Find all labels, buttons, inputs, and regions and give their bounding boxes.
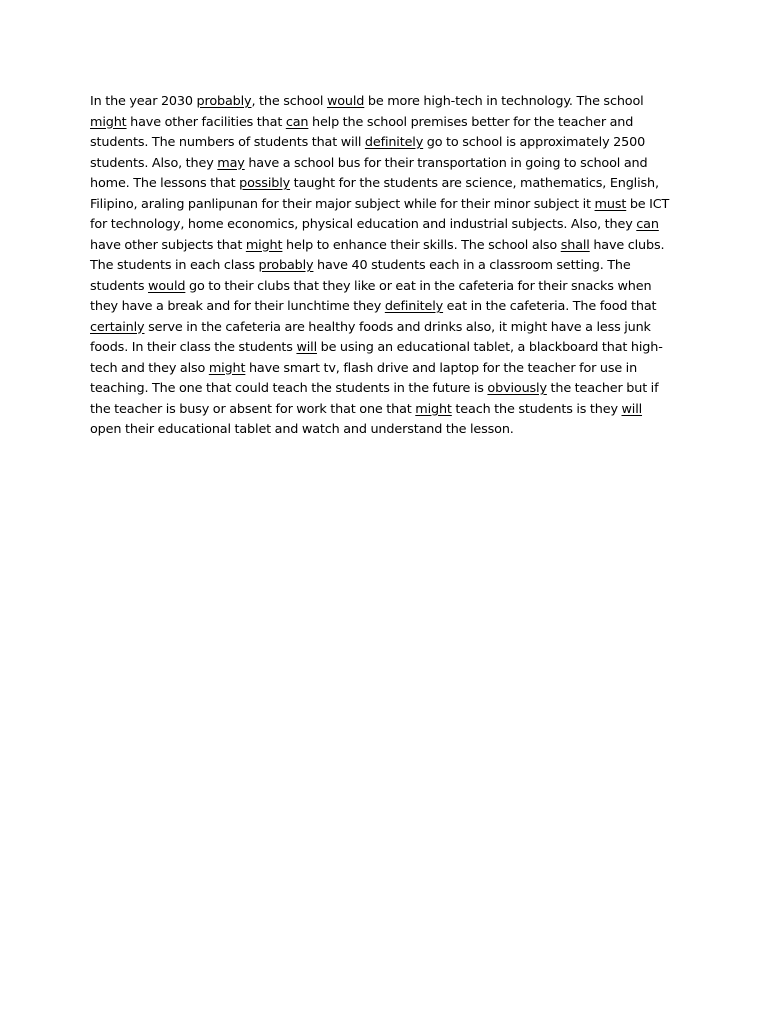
text-run: the teacher but if the teacher is busy or absent for work that one that [90, 381, 659, 417]
underlined-word: definitely [384, 299, 444, 314]
underlined-word: definitely [364, 135, 424, 150]
underlined-word: shall [560, 237, 590, 253]
text-run: be more high-tech in technology. The school [364, 94, 644, 109]
underlined-word: can [285, 114, 309, 130]
text-run: be using an educational tablet, a blackboard that high-tech and they also [90, 340, 663, 376]
text-run: have a school bus for their transportation in going to school and home. The lessons that [90, 155, 648, 191]
underlined-word: will [296, 340, 317, 355]
underlined-word: obviously [487, 381, 547, 396]
text-run: teach the students is they [451, 401, 622, 417]
text-run: open their educational tablet and watch and understand the lesson. [90, 422, 514, 437]
underlined-word: probably [196, 94, 252, 109]
underlined-word: may [217, 155, 245, 171]
text-run: have other facilities that [126, 114, 286, 130]
text-run: help to enhance their skills. The school also [282, 237, 561, 253]
underlined-word: will [621, 401, 643, 417]
text-run: be ICT for technology, home economics, physical education and industrial subjects. Also, they [90, 196, 670, 232]
text-run: have smart tv, flash drive and laptop for the teacher for use in teaching. The one that could teach the students in the future is [90, 360, 638, 396]
body-paragraph [90, 92, 676, 441]
text-run: help the school premises better for the teacher and students. The numbers of students that will [90, 114, 634, 150]
text-run: go to their clubs that they like or eat in the cafeteria for their snacks when they have a break and for their lunchtime they [90, 278, 652, 314]
underlined-word: certainly [90, 319, 145, 335]
underlined-word: would [326, 94, 365, 109]
underlined-word: might [415, 401, 452, 417]
text-run: have clubs. The students in each class [90, 237, 665, 273]
underlined-word: can [636, 217, 659, 232]
underlined-word: might [208, 360, 246, 376]
underlined-word: probably [258, 258, 314, 273]
underlined-word: might [245, 237, 283, 253]
text-run: serve in the cafeteria are healthy foods and drinks also, it might have a less junk foods. In their class the students [90, 319, 651, 355]
underlined-word: might [90, 114, 127, 130]
text-run: have other subjects that [90, 237, 246, 253]
underlined-word: possibly [239, 176, 291, 191]
underlined-word: must [594, 196, 627, 212]
text-run: have 40 students each in a classroom setting. The students [90, 258, 631, 294]
underlined-word: would [148, 278, 186, 294]
text-run: In the year 2030 [90, 94, 197, 109]
text-run: eat in the cafeteria. The food that [443, 299, 657, 314]
text-run: , the school [251, 94, 327, 109]
text-run: taught for the students are science, mathematics, English, Filipino, araling panlipunan for their major subject while for their minor subject it [90, 176, 659, 212]
text-run: go to school is approximately 2500 students. Also, they [90, 135, 646, 171]
